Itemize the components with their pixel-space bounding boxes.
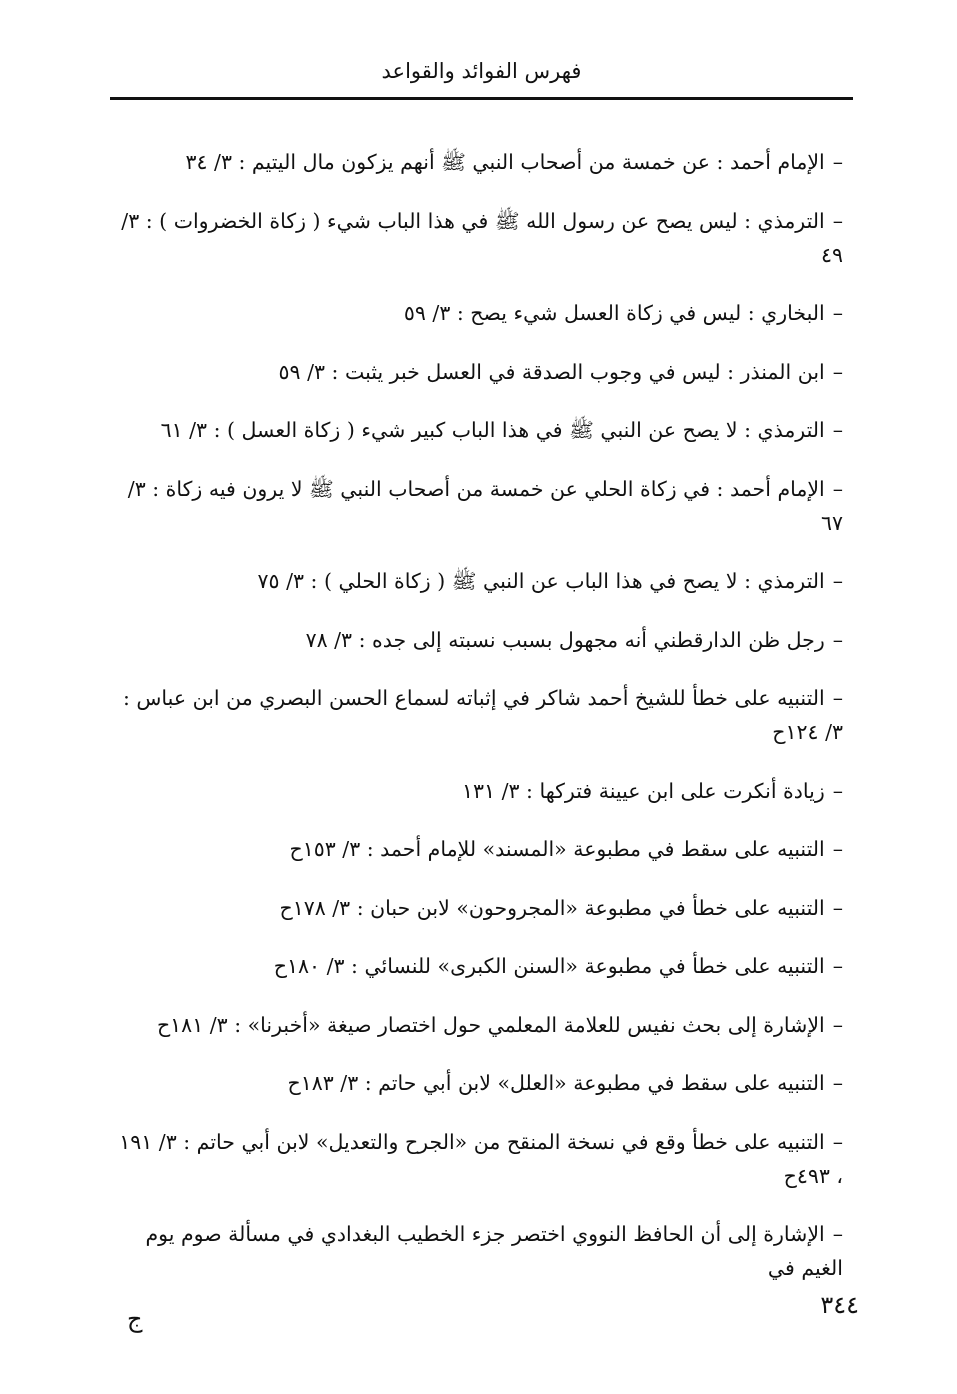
running-head-title: فهرس الفوائد والقواعد [381,59,582,83]
index-entry: –رجل ظن الدارقطني أنه مجهول بسبب نسبته إلى جده : ٣/ ٧٨ [305,627,843,652]
index-entry: –التنبيه على خطأ في مطبوعة «المجروحون» لابن حبان : ٣/ ١٧٨ح [279,895,843,920]
index-entries-list [110,145,843,1310]
index-entry: –الترمذي : لا يصح عن النبي ﷺ في هذا الباب كبير شيء ( زكاة العسل ) : ٣/ ٦١ [160,418,843,442]
index-entry: –البخاري : ليس في زكاة العسل شيء يصح : ٣/ ٥٩ [403,301,843,325]
index-entry: –التنبيه على سقط في مطبوعة «العلل» لابن أبي حاتم : ٣/ ١٨٣ح [287,1071,843,1095]
index-entry: –التنبيه على خطأ وقع في نسخة المنقح من «الجرح والتعديل» لابن أبي حاتم : ٣/ ١٩١ ، ٤٩٣ح [119,1129,843,1188]
index-entry: –ابن المنذر : ليس في وجوب الصدقة في العسل خبر يثبت : ٣/ ٥٩ [278,359,843,384]
index-entry: –الترمذي : ليس يصح عن رسول الله ﷺ في هذا الباب شيء ( زكاة الخضروات ) : ٣/ ٤٩ [121,208,843,267]
index-entry: –الإشارة إلى بحث نفيس للعلامة المعلمي حول اختصار صيغة «أخبرنا» : ٣/ ١٨١ح [156,1012,843,1037]
index-entry: –التنبيه على خطأ للشيخ أحمد شاكر في إثباته لسماع الحسن البصري من ابن عباس : ٣/ ١٢٤ح [122,686,843,744]
index-entry: –الترمذي : لا يصح في هذا الباب عن النبي ﷺ ( زكاة الحلي ) : ٣/ ٧٥ [257,569,843,593]
index-entry: –الإمام أحمد : في زكاة الحلي عن خمسة من أصحاب النبي ﷺ لا يرون فيه زكاة : ٣/ ٦٧ [127,476,843,535]
signature-mark: ج [127,1305,143,1333]
index-entry: –التنبيه على خطأ في مطبوعة «السنن الكبرى» للنسائي : ٣/ ١٨٠ح [273,954,843,978]
index-entry: –التنبيه على سقط في مطبوعة «المسند» للإمام أحمد : ٣/ ١٥٣ح [289,837,843,861]
index-entry: –زيادة أنكرت على ابن عيينة فتركها : ٣/ ١٣١ [462,778,843,803]
header-divider [110,97,853,100]
index-entry: –الإمام أحمد : عن خمسة من أصحاب النبي ﷺ أنهم يزكون مال اليتيم : ٣/ ٣٤ [185,150,843,174]
page-number: ٣٤٤ [820,1291,859,1319]
index-entry: –الإشارة إلى أن الحافظ النووي اختصر جزء الخطيب البغدادي في مسألة صوم يوم الغيم في [145,1222,843,1280]
